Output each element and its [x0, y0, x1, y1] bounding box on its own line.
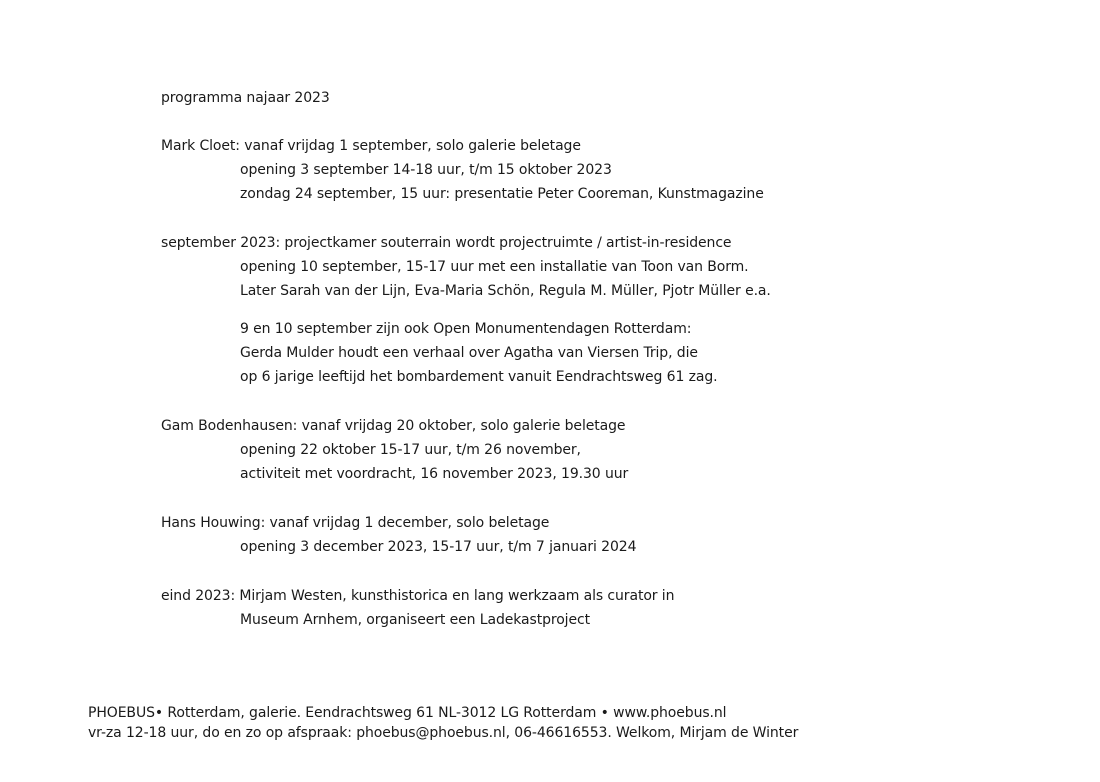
program-item-detail: zondag 24 september, 15 uur: presentatie Peter Cooreman, Kunstmagazine — [240, 186, 764, 202]
program-item-detail: opening 22 oktober 15-17 uur, t/m 26 november, — [240, 442, 581, 458]
footer-address: PHOEBUS• Rotterdam, galerie. Eendrachtsweg 61 NL-3012 LG Rotterdam • www.phoebus.nl — [88, 705, 727, 721]
program-item-detail: opening 3 december 2023, 15-17 uur, t/m 7 januari 2024 — [240, 539, 637, 555]
program-item-heading: Gam Bodenhausen: vanaf vrijdag 20 oktober, solo galerie beletage — [161, 418, 626, 434]
program-item-heading: Hans Houwing: vanaf vrijdag 1 december, solo beletage — [161, 515, 550, 531]
program-item-detail: opening 10 september, 15-17 uur met een installatie van Toon van Borm. — [240, 259, 749, 275]
program-item-detail: activiteit met voordracht, 16 november 2023, 19.30 uur — [240, 466, 629, 482]
program-item-heading: september 2023: projectkamer souterrain wordt projectruimte / artist-in-residence — [161, 235, 732, 251]
program-item-detail: Museum Arnhem, organiseert een Ladekastproject — [240, 612, 590, 628]
program-item-heading: eind 2023: Mirjam Westen, kunsthistorica en lang werkzaam als curator in — [161, 588, 675, 604]
program-item-detail: opening 3 september 14-18 uur, t/m 15 oktober 2023 — [240, 162, 612, 178]
program-item-detail: Later Sarah van der Lijn, Eva-Maria Schön, Regula M. Müller, Pjotr Müller e.a. — [240, 283, 771, 299]
program-item-note: 9 en 10 september zijn ook Open Monumentendagen Rotterdam: — [240, 321, 692, 337]
program-item-note: Gerda Mulder houdt een verhaal over Agatha van Viersen Trip, die — [240, 345, 698, 361]
program-item-heading: Mark Cloet: vanaf vrijdag 1 september, solo galerie beletage — [161, 138, 581, 154]
footer-hours-contact: vr-za 12-18 uur, do en zo op afspraak: phoebus@phoebus.nl, 06-46616553. Welkom, Mirjam de Winter — [88, 725, 799, 741]
page-title: programma najaar 2023 — [161, 90, 330, 106]
program-item-note: op 6 jarige leeftijd het bombardement vanuit Eendrachtsweg 61 zag. — [240, 369, 718, 385]
